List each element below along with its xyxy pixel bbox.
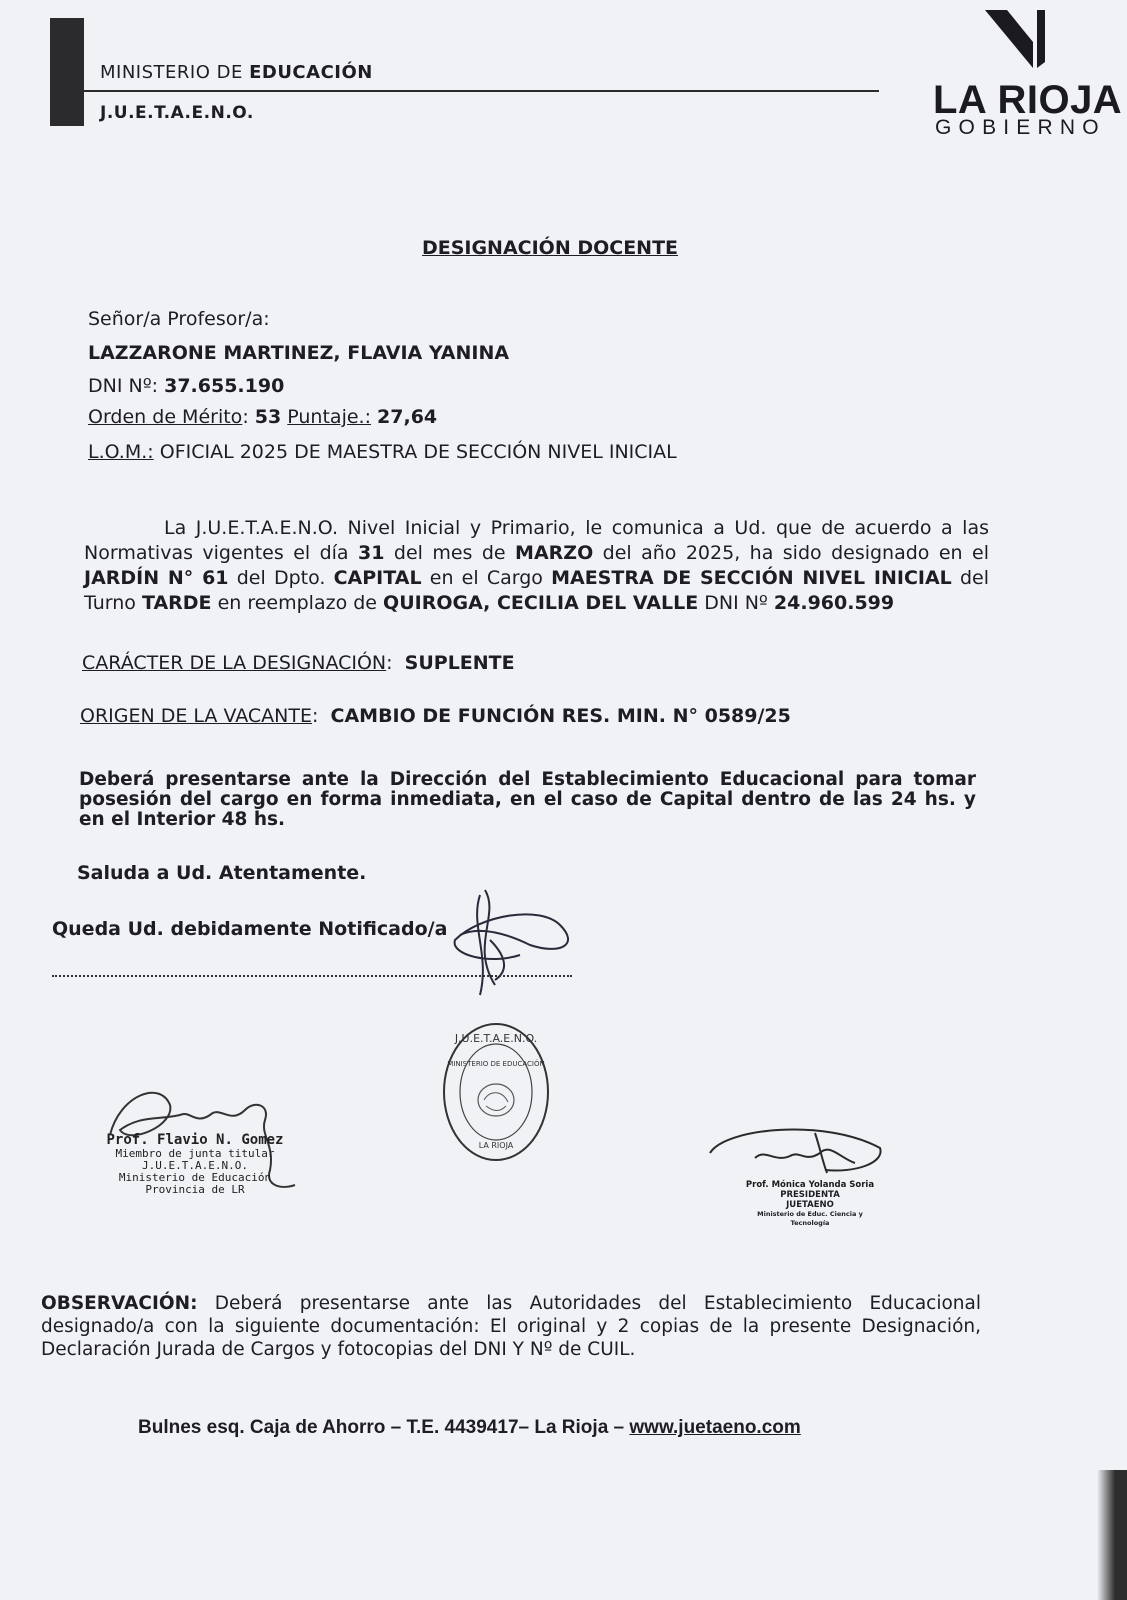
official-seal-stamp (440, 1020, 552, 1165)
right-signatory-name: Prof. Mónica Yolanda Soria (745, 1180, 875, 1190)
logo-subtitle: GOBIERNO (935, 116, 1106, 139)
recipient-dni: DNI Nº: 37.655.190 (88, 375, 285, 397)
recipient-name: LAZZARONE MARTINEZ, FLAVIA YANINA (88, 342, 510, 364)
right-signature (705, 1118, 890, 1188)
svg-text:J.U.E.T.A.E.N.O.: J.U.E.T.A.E.N.O. (454, 1032, 538, 1045)
right-signatory-ministry: Ministerio de Educ. Ciencia y Tecnología (757, 1210, 863, 1227)
left-signatory-name: Prof. Flavio N. Gomez (106, 1132, 284, 1148)
left-signatory-block (105, 1132, 285, 1196)
ministry-name: MINISTERIO DE EDUCACIÓN (100, 62, 373, 83)
page-edge-shadow (1097, 1470, 1127, 1600)
merit-order: Orden de Mérito: 53 Puntaje.: 27,64 (88, 406, 438, 428)
la-rioja-chevron-logo-icon (985, 10, 1065, 80)
right-signatory-agency: JUETAENO (786, 1200, 834, 1210)
recipient-signature (450, 885, 580, 1010)
instruction-paragraph: Deberá presentarse ante la Dirección del Establecimiento Educacional para tomar posesión del cargo en forma inmediata, en el caso de Capital dentro de las 24 hs. y en el Interior 48 hs. (79, 769, 976, 830)
footer-address: Bulnes esq. Caja de Ahorro – T.E. 4439417– La Rioja – www.juetaeno.com (138, 1417, 801, 1438)
agency-name: J.U.E.T.A.E.N.O. (100, 103, 254, 123)
lom-line: L.O.M.: OFICIAL 2025 DE MAESTRA DE SECCIÓN NIVEL INICIAL (88, 441, 677, 463)
observation-paragraph: OBSERVACIÓN: Deberá presentarse ante las Autoridades del Establecimiento Educacional designado/a con la siguiente documentación: El original y 2 copias de la presente Designación, Declaración Jurada de Cargos y fotocopias del DNI Y Nº de CUIL. (41, 1293, 981, 1360)
right-signatory-block (740, 1180, 880, 1228)
svg-text:LA RIOJA: LA RIOJA (478, 1141, 514, 1150)
svg-text:MINISTERIO DE EDUCACIÓN: MINISTERIO DE EDUCACIÓN (447, 1060, 545, 1068)
left-signatory-title: Miembro de junta titular (115, 1147, 275, 1160)
vacancy-origin: ORIGEN DE LA VACANTE: CAMBIO DE FUNCIÓN RES. MIN. N° 0589/25 (80, 705, 791, 727)
designation-paragraph: La J.U.E.T.A.E.N.O. Nivel Inicial y Primario, le comunica a Ud. que de acuerdo a las Normativas vigentes el día 31 del mes de MARZO del año 2025, ha sido designado en el JARDÍN N° 61 del Dpto. CAPITAL en el Cargo MAESTRA DE SECCIÓN NIVEL INICIAL del Turno TARDE en reemplazo de QUIROGA, CECILIA DEL VALLE DNI Nº 24.960.599 (84, 517, 989, 614)
closing-line: Saluda a Ud. Atentamente. (77, 862, 367, 884)
salutation: Señor/a Profesor/a: (88, 308, 270, 330)
designation-character: CARÁCTER DE LA DESIGNACIÓN: SUPLENTE (82, 652, 515, 674)
left-signatory-province: Provincia de LR (145, 1183, 245, 1196)
notified-line: Queda Ud. debidamente Notificado/a (52, 918, 448, 940)
right-signatory-title: PRESIDENTA (780, 1190, 840, 1200)
website-link[interactable]: www.juetaeno.com (629, 1417, 801, 1438)
left-signatory-ministry: Ministerio de Educación (118, 1171, 272, 1184)
document-title: DESIGNACIÓN DOCENTE (421, 237, 679, 259)
left-signatory-agency: J.U.E.T.A.E.N.O. (142, 1159, 248, 1172)
header-bar (50, 18, 84, 126)
logo-name: LA RIOJA (933, 78, 1123, 122)
header-rule (84, 90, 879, 92)
